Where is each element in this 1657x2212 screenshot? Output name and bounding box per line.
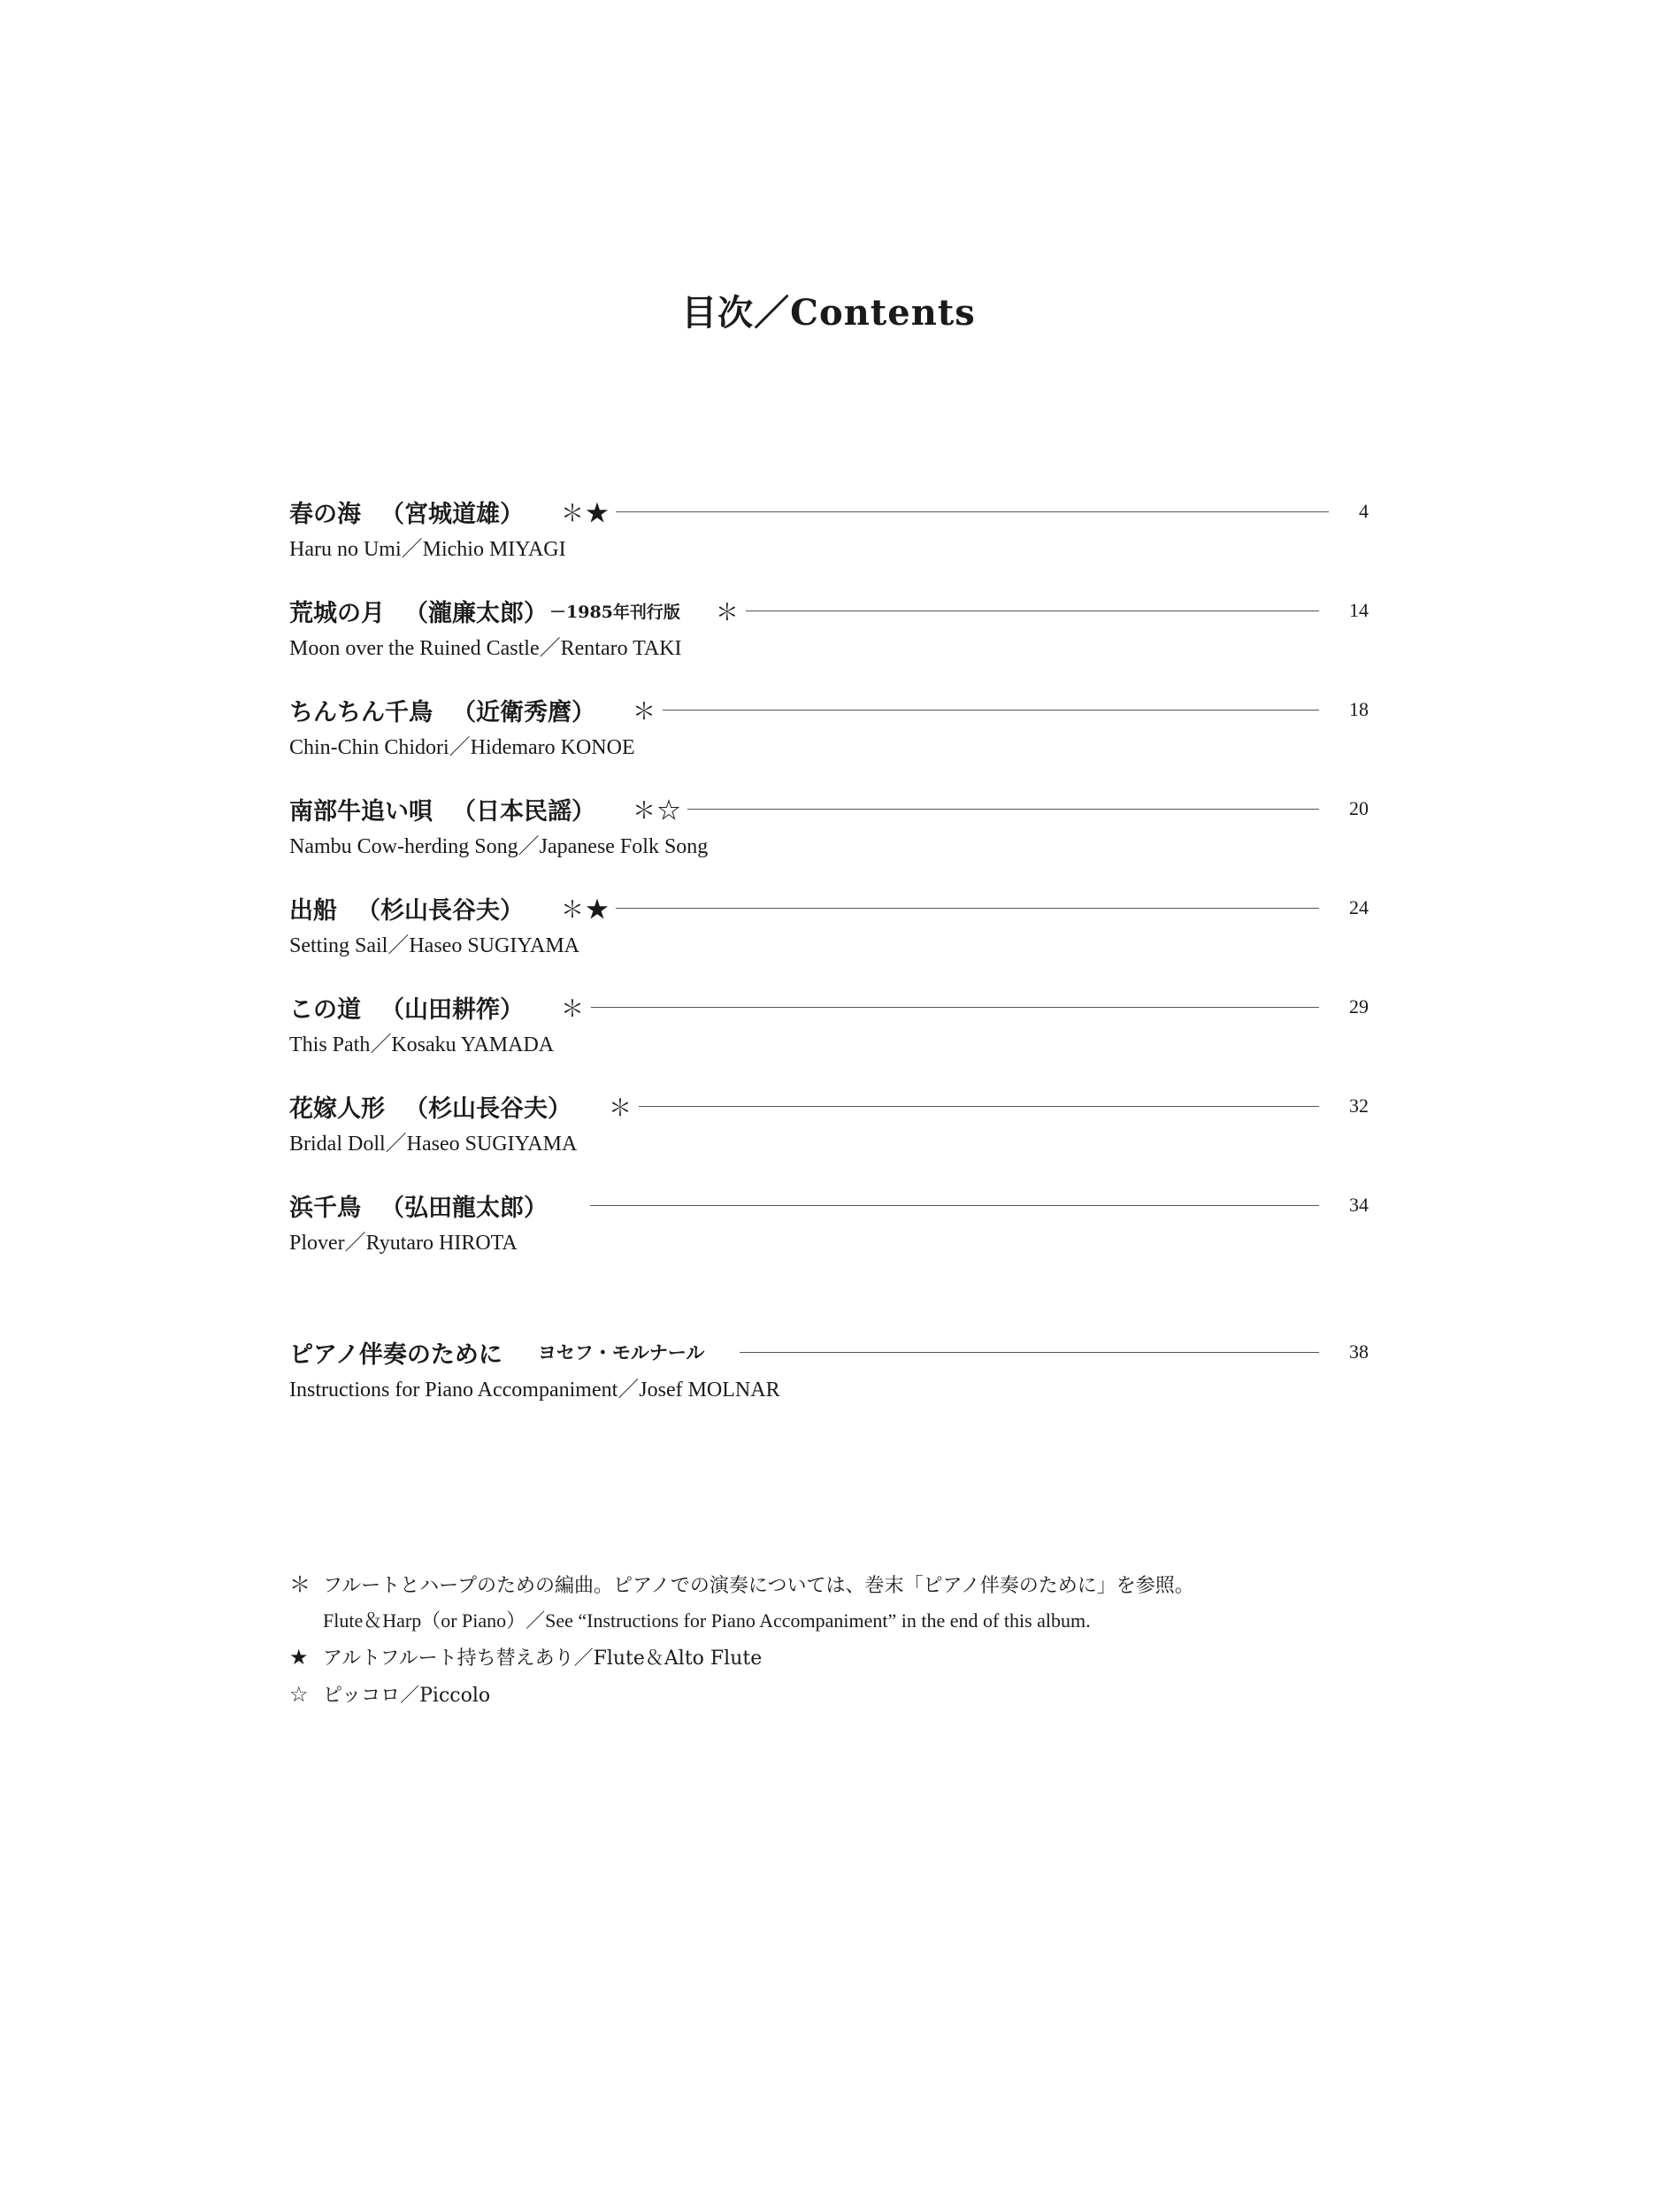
note-text: フルートとハープのための編曲。ピアノでの演奏については、巻末「ピアノ伴奏のために」を参照。 [323,1575,1194,1597]
entry-marks: ＊ [561,995,587,1023]
entry-jp-title: 春の海 [289,500,361,528]
toc-entry[interactable] [289,492,1369,563]
toc-entry[interactable] [289,1186,1369,1256]
toc-entry[interactable] [289,591,1369,662]
note-text: ピッコロ／Piccolo [323,1685,491,1707]
entry-page-number: 24 [1349,896,1369,918]
entry-jp-composer: （近衛秀麿） [452,698,595,726]
entry-marks: ＊ [609,1094,634,1122]
entry-marks: ＊ [715,599,740,626]
appendix-jp-author: ヨセフ・モルナール [537,1341,705,1363]
entry-en-title: Plover／Ryutaro HIROTA [289,1232,518,1255]
entry-jp-composer: （宮城道雄） [380,500,524,528]
toc-entry[interactable] [289,987,1369,1058]
toc-entry[interactable] [289,1087,1369,1157]
entry-page-number: 32 [1349,1094,1369,1117]
entry-page-number: 29 [1349,995,1369,1018]
note-subtext: Flute＆Harp（or Piano）／See “Instructions for Piano Accompaniment” in the end of this album. [323,1609,1091,1632]
toc-entry[interactable] [289,888,1369,959]
entry-jp-title: この道 [289,995,361,1024]
dot-leader [687,809,1319,810]
toc-entry[interactable] [289,690,1369,761]
entry-marks: ＊☆ [633,797,683,825]
note-asterisk [289,1566,1439,1603]
appendix-page-number: 38 [1349,1340,1369,1363]
notes-section [289,1566,1439,1713]
entry-page-number: 14 [1349,599,1369,621]
entry-jp-title: 南部牛追い唄 [289,797,433,826]
dot-leader [616,511,1329,512]
toc-entry-appendix[interactable] [289,1333,1369,1403]
entry-jp-composer: （瀧廉太郎） [404,599,548,627]
dot-leader [740,1352,1319,1353]
entry-jp-composer: （杉山長谷夫） [357,896,524,925]
entry-jp-composer: （日本民謡） [452,797,595,826]
entry-page-number: 20 [1349,797,1369,819]
entry-en-title: Haru no Umi／Michio MIYAGI [289,538,566,561]
entry-page-number: 18 [1349,698,1369,720]
entry-jp-title: 出船 [289,896,337,925]
dot-leader [616,908,1319,909]
note-star [289,1639,1439,1676]
entry-en-title: Setting Sail／Haseo SUGIYAMA [289,934,579,957]
entry-jp-edition: －1985年刊行版 [549,602,680,622]
entry-jp-title: 花嫁人形 [289,1094,385,1123]
entry-marks: ＊ [633,698,658,726]
entry-page-number: 34 [1349,1194,1369,1216]
entry-en-title: Nambu Cow-herding Song／Japanese Folk Song [289,835,709,858]
entry-jp-composer: （弘田龍太郎） [380,1194,548,1222]
hollow-star-symbol: ☆ [289,1682,309,1707]
entry-jp-composer: （山田耕筰） [380,995,524,1024]
entry-en-title: Chin-Chin Chidori／Hidemaro KONOE [289,736,635,759]
dot-leader [639,1106,1319,1107]
entry-en-title: This Path／Kosaku YAMADA [289,1033,555,1056]
entry-en-title: Moon over the Ruined Castle／Rentaro TAKI [289,637,682,660]
entry-marks: ＊★ [561,500,611,527]
entry-en-title: Bridal Doll／Haseo SUGIYAMA [289,1133,578,1156]
entry-page-number: 4 [1359,500,1369,522]
note-hollow-star [289,1676,1439,1713]
entry-jp-title: 浜千鳥 [289,1194,361,1222]
page-title: 目次／Contents [681,292,976,334]
toc-entry[interactable] [289,789,1369,860]
entry-jp-title: ちんちん千鳥 [289,698,433,726]
note-text: アルトフルート持ち替えあり／Flute＆Alto Flute [323,1647,763,1670]
entry-marks: ＊★ [561,896,611,924]
entry-jp-title: 荒城の月 [289,599,385,627]
star-symbol: ★ [289,1645,309,1670]
dot-leader [591,1007,1319,1008]
appendix-jp-title: ピアノ伴奏のために [289,1340,502,1369]
asterisk-symbol: ＊ [289,1572,311,1597]
appendix-en-title: Instructions for Piano Accompaniment／Josef MOLNAR [289,1379,780,1402]
dot-leader [590,1205,1319,1206]
entry-jp-composer: （杉山長谷夫） [404,1094,572,1123]
